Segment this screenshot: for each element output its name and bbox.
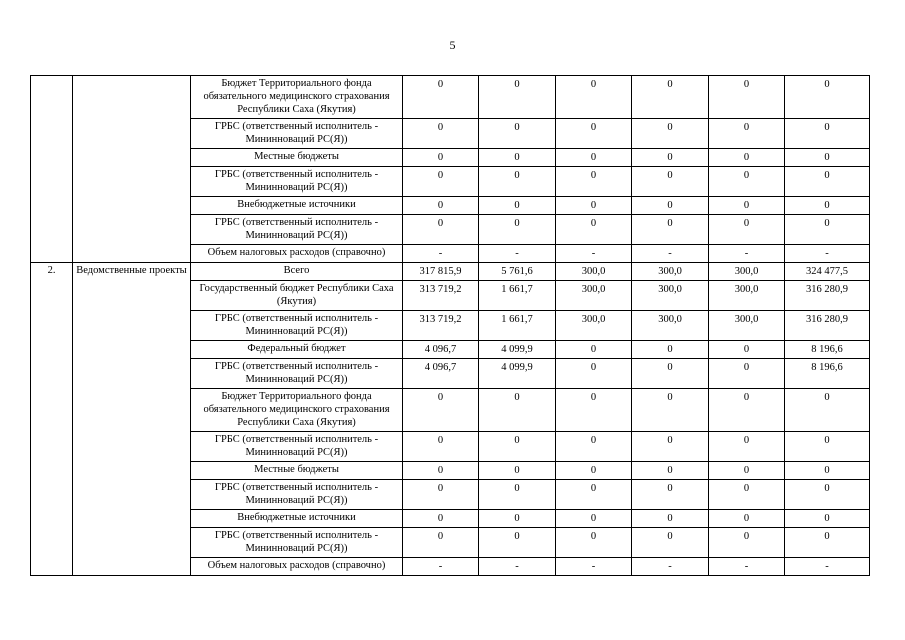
- value-cell: 0: [556, 528, 632, 558]
- value-cell: 0: [556, 167, 632, 197]
- value-cell: 0: [632, 149, 709, 167]
- funding-source-cell: Местные бюджеты: [191, 462, 403, 480]
- value-cell: 0: [479, 167, 556, 197]
- value-cell: 300,0: [632, 263, 709, 281]
- value-cell: 0: [632, 528, 709, 558]
- value-cell: 0: [479, 76, 556, 119]
- value-cell: 300,0: [709, 263, 785, 281]
- value-cell: 0: [556, 215, 632, 245]
- value-cell: 0: [709, 167, 785, 197]
- value-cell: 0: [479, 480, 556, 510]
- funding-source-cell: ГРБС (ответственный исполнитель - Мининноваций РС(Я)): [191, 432, 403, 462]
- table-body: [31, 76, 870, 576]
- value-cell: 0: [632, 197, 709, 215]
- value-cell: 0: [632, 510, 709, 528]
- value-cell: 0: [403, 528, 479, 558]
- value-cell: 4 096,7: [403, 359, 479, 389]
- funding-source-cell: ГРБС (ответственный исполнитель - Мининноваций РС(Я)): [191, 528, 403, 558]
- value-cell: 0: [709, 76, 785, 119]
- value-cell: -: [556, 245, 632, 263]
- value-cell: 0: [709, 119, 785, 149]
- value-cell: 0: [479, 389, 556, 432]
- value-cell: 0: [556, 389, 632, 432]
- program-name-cell: Ведомственные проекты: [73, 263, 191, 576]
- funding-source-cell: ГРБС (ответственный исполнитель - Мининноваций РС(Я)): [191, 480, 403, 510]
- value-cell: 316 280,9: [785, 281, 870, 311]
- value-cell: 0: [709, 510, 785, 528]
- value-cell: 4 099,9: [479, 341, 556, 359]
- program-name-cell: [73, 76, 191, 263]
- value-cell: 0: [556, 480, 632, 510]
- value-cell: 0: [479, 197, 556, 215]
- value-cell: 0: [709, 197, 785, 215]
- funding-source-cell: ГРБС (ответственный исполнитель - Мининноваций РС(Я)): [191, 215, 403, 245]
- value-cell: 0: [403, 510, 479, 528]
- value-cell: 0: [556, 341, 632, 359]
- value-cell: 0: [785, 119, 870, 149]
- value-cell: 0: [479, 510, 556, 528]
- value-cell: 0: [785, 510, 870, 528]
- value-cell: -: [479, 558, 556, 576]
- funding-source-cell: Внебюджетные источники: [191, 510, 403, 528]
- funding-source-cell: ГРБС (ответственный исполнитель - Мининноваций РС(Я)): [191, 359, 403, 389]
- value-cell: 0: [556, 359, 632, 389]
- value-cell: 0: [556, 462, 632, 480]
- value-cell: 0: [479, 528, 556, 558]
- value-cell: 0: [403, 432, 479, 462]
- value-cell: 0: [785, 432, 870, 462]
- value-cell: 0: [556, 197, 632, 215]
- value-cell: 0: [709, 341, 785, 359]
- value-cell: 0: [785, 389, 870, 432]
- funding-source-cell: Всего: [191, 263, 403, 281]
- value-cell: 0: [479, 462, 556, 480]
- funding-source-cell: Объем налоговых расходов (справочно): [191, 245, 403, 263]
- value-cell: 0: [479, 149, 556, 167]
- value-cell: 0: [479, 119, 556, 149]
- value-cell: 0: [632, 432, 709, 462]
- value-cell: 0: [556, 149, 632, 167]
- table-row: [31, 263, 870, 281]
- value-cell: 0: [632, 341, 709, 359]
- value-cell: 0: [785, 149, 870, 167]
- funding-source-cell: Бюджет Территориального фонда обязательного медицинского страхования Республики Саха (Якутия): [191, 76, 403, 119]
- value-cell: 1 661,7: [479, 281, 556, 311]
- value-cell: 0: [632, 389, 709, 432]
- value-cell: 5 761,6: [479, 263, 556, 281]
- funding-source-cell: Объем налоговых расходов (справочно): [191, 558, 403, 576]
- value-cell: 0: [709, 149, 785, 167]
- value-cell: -: [556, 558, 632, 576]
- value-cell: 0: [785, 528, 870, 558]
- value-cell: 300,0: [632, 281, 709, 311]
- value-cell: 0: [785, 167, 870, 197]
- value-cell: 0: [709, 432, 785, 462]
- funding-source-cell: Бюджет Территориального фонда обязательного медицинского страхования Республики Саха (Якутия): [191, 389, 403, 432]
- value-cell: 0: [403, 462, 479, 480]
- value-cell: 0: [479, 215, 556, 245]
- funding-source-cell: ГРБС (ответственный исполнитель - Мининноваций РС(Я)): [191, 311, 403, 341]
- value-cell: 300,0: [709, 311, 785, 341]
- value-cell: 0: [785, 480, 870, 510]
- value-cell: -: [479, 245, 556, 263]
- value-cell: 0: [785, 76, 870, 119]
- value-cell: 0: [403, 167, 479, 197]
- value-cell: 0: [632, 76, 709, 119]
- value-cell: 0: [632, 359, 709, 389]
- value-cell: 0: [709, 389, 785, 432]
- value-cell: 313 719,2: [403, 281, 479, 311]
- funding-source-cell: Федеральный бюджет: [191, 341, 403, 359]
- value-cell: 300,0: [632, 311, 709, 341]
- value-cell: 4 099,9: [479, 359, 556, 389]
- value-cell: 0: [556, 119, 632, 149]
- value-cell: 0: [403, 215, 479, 245]
- value-cell: 300,0: [556, 263, 632, 281]
- value-cell: 317 815,9: [403, 263, 479, 281]
- funding-source-cell: ГРБС (ответственный исполнитель - Мининноваций РС(Я)): [191, 167, 403, 197]
- value-cell: -: [403, 558, 479, 576]
- value-cell: 0: [403, 149, 479, 167]
- value-cell: -: [632, 245, 709, 263]
- funding-source-cell: Местные бюджеты: [191, 149, 403, 167]
- value-cell: 324 477,5: [785, 263, 870, 281]
- funding-source-cell: ГРБС (ответственный исполнитель - Мининноваций РС(Я)): [191, 119, 403, 149]
- value-cell: 313 719,2: [403, 311, 479, 341]
- value-cell: -: [632, 558, 709, 576]
- value-cell: 0: [556, 76, 632, 119]
- value-cell: 0: [403, 480, 479, 510]
- value-cell: 0: [709, 462, 785, 480]
- value-cell: 300,0: [556, 281, 632, 311]
- value-cell: 0: [785, 197, 870, 215]
- funding-source-cell: Внебюджетные источники: [191, 197, 403, 215]
- value-cell: 4 096,7: [403, 341, 479, 359]
- value-cell: 0: [403, 197, 479, 215]
- value-cell: 0: [632, 119, 709, 149]
- value-cell: -: [785, 558, 870, 576]
- value-cell: 0: [785, 462, 870, 480]
- value-cell: 0: [709, 480, 785, 510]
- value-cell: 316 280,9: [785, 311, 870, 341]
- row-number-cell: 2.: [31, 263, 73, 576]
- value-cell: -: [403, 245, 479, 263]
- value-cell: 0: [403, 389, 479, 432]
- value-cell: 0: [709, 359, 785, 389]
- value-cell: -: [785, 245, 870, 263]
- row-number-cell: [31, 76, 73, 263]
- value-cell: 0: [785, 215, 870, 245]
- table-row: [31, 76, 870, 119]
- value-cell: 0: [403, 119, 479, 149]
- value-cell: 8 196,6: [785, 341, 870, 359]
- value-cell: -: [709, 558, 785, 576]
- value-cell: 0: [632, 480, 709, 510]
- value-cell: 0: [632, 462, 709, 480]
- value-cell: 8 196,6: [785, 359, 870, 389]
- value-cell: 0: [556, 432, 632, 462]
- value-cell: 0: [632, 167, 709, 197]
- value-cell: 0: [709, 528, 785, 558]
- value-cell: -: [709, 245, 785, 263]
- value-cell: 300,0: [556, 311, 632, 341]
- value-cell: 1 661,7: [479, 311, 556, 341]
- page-number: 5: [449, 38, 456, 52]
- value-cell: 300,0: [709, 281, 785, 311]
- value-cell: 0: [709, 215, 785, 245]
- value-cell: 0: [479, 432, 556, 462]
- value-cell: 0: [403, 76, 479, 119]
- value-cell: 0: [556, 510, 632, 528]
- funding-table: [30, 75, 870, 576]
- funding-source-cell: Государственный бюджет Республики Саха (Якутия): [191, 281, 403, 311]
- value-cell: 0: [632, 215, 709, 245]
